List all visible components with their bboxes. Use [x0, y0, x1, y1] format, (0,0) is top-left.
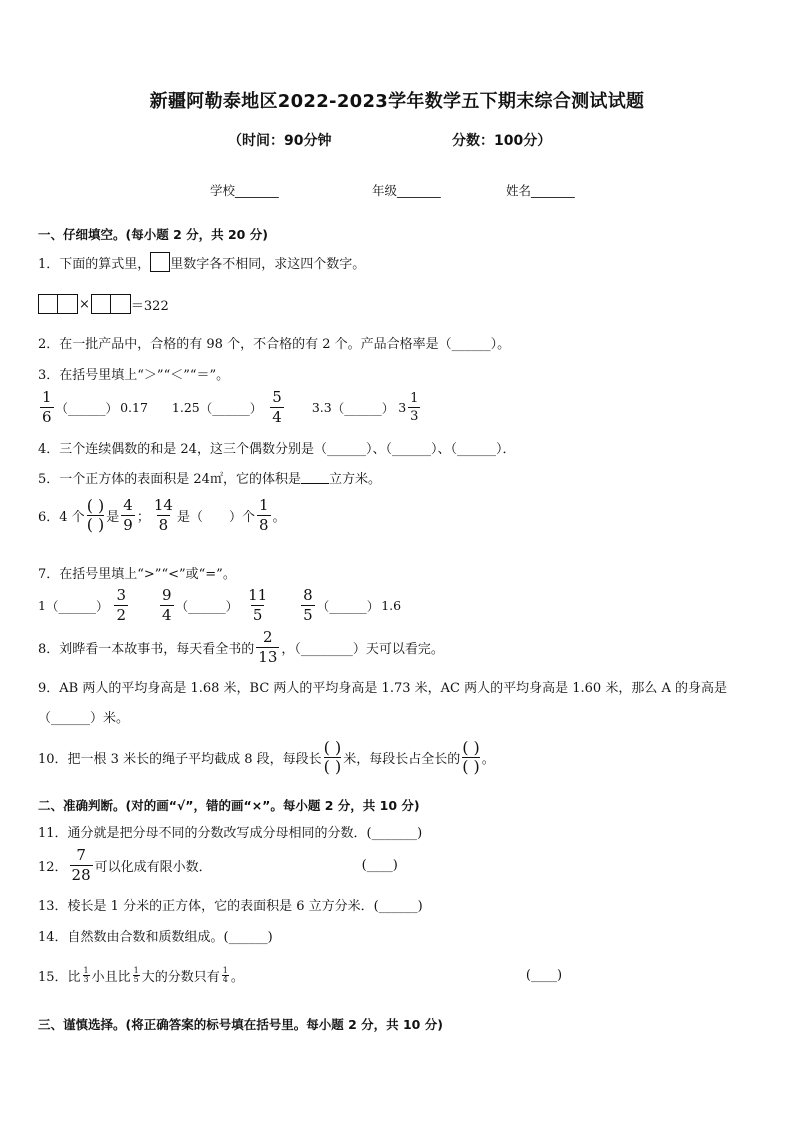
fraction: $\frac{1}{3}$ [83, 966, 89, 984]
answer-blank[interactable]: (____) [361, 858, 398, 873]
fraction: $\frac{7}{28}$ [71, 846, 91, 884]
answer-blank[interactable]: （______） [316, 598, 380, 614]
fraction-blank[interactable]: ( ) ( ) [462, 738, 480, 776]
answer-blank[interactable]: （______） [45, 598, 109, 614]
fraction: $\frac{11}{5}$ [248, 586, 268, 624]
q1-box-symbol [150, 252, 170, 272]
question-11: 11．通分就是把分母不同的分数改写成分母相同的分数．(_______) [38, 826, 423, 841]
section-2-heading: 二、准确判断。(对的画“√”，错的画“×”。每小题 2 分，共 10 分) [38, 798, 420, 813]
q1-text-post: 里数字各不相同，求这四个数字。 [170, 256, 366, 272]
fraction: $\frac{1}{5}$ [133, 966, 139, 984]
page-title: 新疆阿勒泰地区2022-2023学年数学五下期末综合测试试题 [149, 91, 645, 112]
fraction: $\frac{9}{4}$ [162, 586, 172, 624]
fraction-blank[interactable]: ( ) ( ) [323, 738, 342, 776]
fraction-blank[interactable]: ( ) ( ) [86, 496, 105, 534]
question-9-cont: （______）米。 [38, 711, 130, 726]
digit-box[interactable] [111, 294, 131, 314]
answer-blank[interactable]: （______） [55, 400, 119, 416]
question-2: 2．在一批产品中，合格的有 98 个，不合格的有 2 个。产品合格率是（______）。 [38, 337, 511, 352]
answer-blank[interactable]: （______） [175, 598, 239, 614]
question-1 [38, 252, 365, 272]
fraction: $\frac{1}{3}$ [410, 391, 419, 424]
question-8: 8．刘晔看一本故事书，每天看全书的 $\frac{2}{13}$ ，（________）天可以看完。 [38, 628, 444, 666]
question-7-items: 1 （______） $\frac{3}{2}$ $\frac{9}{4}$ （______） $\frac{11}{5}$ $\frac{8}{5}$ （______） 1.6 [38, 586, 402, 624]
fraction: $\frac{8}{5}$ [303, 586, 313, 624]
fraction: $\frac{5}{4}$ [272, 388, 282, 426]
fraction: $\frac{3}{2}$ [116, 586, 127, 624]
q1-result: ＝322 [130, 298, 169, 314]
question-3-items: $\frac{1}{6}$ （______） 0.17 1.25 （______） $\frac{5}{4}$ 3.3 （______） 3 $\frac{1}{3}$ [42, 388, 419, 426]
question-4: 4．三个连续偶数的和是 24，这三个偶数分别是（______）、（______）、（______）． [38, 442, 516, 457]
digit-box[interactable] [58, 294, 78, 314]
answer-blank[interactable]: （______） [331, 400, 395, 416]
fraction: $\frac{1}{6}$ [42, 388, 52, 426]
question-14: 14．自然数由合数和质数组成。(______) [38, 930, 273, 945]
school-field: 学校_______ [210, 183, 279, 198]
q1-text-pre: 1．下面的算式里， [38, 256, 151, 272]
question-13: 13．棱长是 1 分米的正方体，它的表面积是 6 立方分米．(______) [38, 899, 423, 914]
fraction: $\frac{1}{4}$ [222, 966, 228, 984]
digit-box[interactable] [38, 294, 58, 314]
exam-time: （时间：90分钟 [228, 133, 332, 149]
fraction: $\frac{14}{8}$ [153, 496, 173, 534]
answer-blank[interactable]: (____) [525, 968, 563, 983]
question-15: 15．比 $\frac{1}{3}$ 小且比 $\frac{1}{5}$ 大的分数只有 $\frac{1}{4}$ 。 (____) [38, 966, 563, 985]
digit-box[interactable] [91, 294, 111, 314]
question-10: 10．把一根 3 米长的绳子平均截成 8 段，每段长 ( ) ( ) 米，每段长占全长的 ( ) ( ) 。 [38, 738, 495, 776]
answer-blank: ，（________）天可以看完。 [281, 642, 444, 657]
question-1-equation [38, 294, 169, 314]
question-5: 5．一个正方体的表面积是 24㎡，它的体积是 立方米。 [38, 472, 381, 487]
grade-field: 年级_______ [372, 183, 441, 198]
fraction: $\frac{4}{9}$ [123, 496, 133, 534]
answer-blank[interactable]: （______） [199, 400, 263, 416]
name-field: 姓名_______ [506, 183, 575, 198]
fraction: $\frac{1}{8}$ [258, 496, 269, 534]
question-3: 3．在括号里填上“＞”“＜”“＝”。 [38, 368, 230, 383]
section-3-heading: 三、谨慎选择。(将正确答案的标号填在括号里。每小题 2 分，共 10 分) [38, 1017, 443, 1032]
fraction: $\frac{2}{13}$ [258, 628, 278, 666]
answer-blank[interactable] [301, 471, 329, 484]
exam-score: 分数：100分） [452, 133, 552, 149]
q1-left-boxes [38, 294, 78, 314]
question-6: 6．4 个 ( ) ( ) 是 $\frac{4}{9}$ ； $\frac{14}{8}$ 是（ ）个 $\frac{1}{8}$ 。 [38, 496, 286, 534]
times-sign: × [79, 296, 90, 312]
question-9: 9．AB 两人的平均身高是 1.68 米，BC 两人的平均身高是 1.73 米，AC 两人的平均身高是 1.60 米，那么 A 的身高是 [38, 681, 727, 696]
section-1-heading: 一、仔细填空。(每小题 2 分，共 20 分) [38, 227, 268, 242]
question-7: 7．在括号里填上“>”“<”或“=”。 [38, 567, 236, 582]
q1-right-boxes [91, 294, 131, 314]
question-12: 12． $\frac{7}{28}$ 可以化成有限小数． (____) [38, 846, 398, 884]
